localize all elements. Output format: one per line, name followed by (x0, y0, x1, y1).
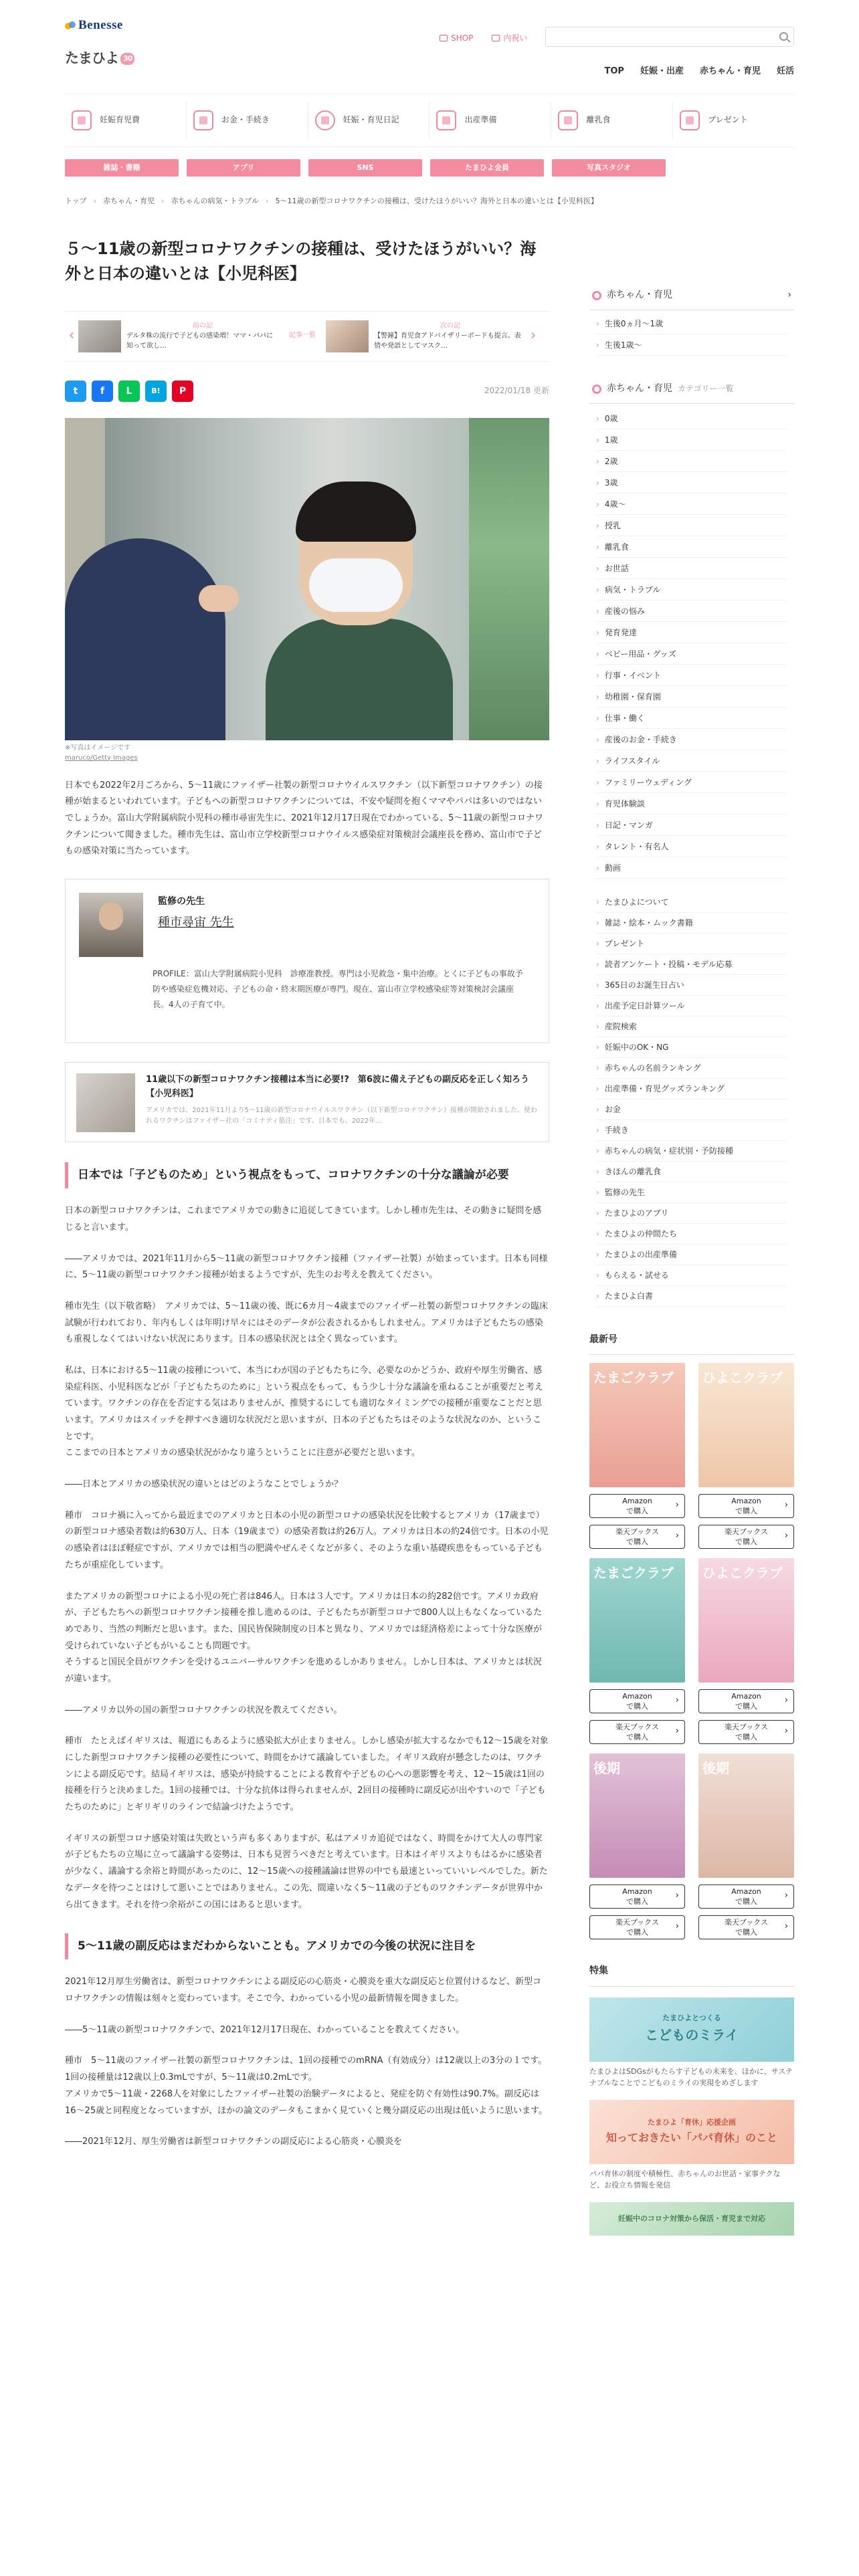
category-link[interactable]: › 4歳〜 (596, 494, 787, 515)
category-link[interactable]: › 育児体験談 (596, 793, 787, 815)
site-link[interactable]: › お金 (596, 1099, 787, 1120)
chevron-right-icon[interactable]: › (530, 327, 537, 344)
body-paragraph: 種市 たとえばイギリスは、報道にもあるように感染拡大が止まりません。しかし感染が拡大するなかでも12〜15歳を対象にした新型コロナワクチン接種の必要性について、時間をかけて議論していました。イギリス政府が懸念したのは、ワクチンによる副反応です。結局イギリスは、感染が持続することによる教育や子どもの心への悪影響を考え、12〜15歳は1回の接種を行うと決めました。1回の接種では、十分な抗体は得られませんが、2回目の接種時に副反応が出やすいので「子どもたちのために」とギリギリのラインで結論づけたようです。 (65, 1736, 549, 1813)
category-link[interactable]: › 仕事・働く (596, 708, 787, 729)
magazine-cover[interactable] (589, 1753, 685, 1878)
share-row (65, 381, 549, 402)
category-link[interactable]: › 行事・イベント (596, 665, 787, 686)
present-icon (680, 110, 700, 130)
breadcrumb-item[interactable]: 赤ちゃんの病気・トラブル (171, 197, 260, 205)
feature-banner-big: こどものミライ (645, 2027, 739, 2044)
fork-icon (558, 110, 578, 130)
site-link[interactable]: › 雑誌・絵本・ムック書籍 (596, 913, 787, 934)
flower-icon (592, 291, 601, 300)
next-label: 次の記 (440, 322, 460, 330)
magazine-title: ひよこクラブ (702, 1370, 783, 1386)
interview-question: ――アメリカ以外の国の新型コロナワクチンの状況を教えてください。 (65, 1705, 343, 1715)
site-link[interactable]: › 出産準備・育児グッズランキング (596, 1079, 787, 1099)
category-item[interactable] (430, 102, 551, 139)
category-label: 妊娠育児費 (100, 115, 140, 125)
top-nav (605, 64, 795, 78)
category-link[interactable]: › 産後の悩み (596, 601, 787, 622)
body-paragraph: 2021年12月厚生労働省は、新型コロナワクチンによる副反応の心筋炎・心膜炎を重大な副反応と位置付けるなど、新型コロナワクチンの情報は刻々と変わっています。そこで今、わかっている小児の最新情報を聞きました。 (65, 1977, 541, 2004)
rakuten-buy-button[interactable]: 楽天ブックス で購入 › (698, 1720, 794, 1744)
search-input[interactable] (546, 27, 793, 46)
category-bar (65, 94, 794, 147)
sidebar-sub-item[interactable]: › 生後0ヵ月〜1歳 (596, 313, 787, 334)
bag-icon (440, 35, 448, 41)
latest-issue-heading: 最新号 (589, 1332, 794, 1355)
article (65, 237, 549, 2236)
rakuten-buy-button[interactable]: 楽天ブックス で購入 › (698, 1525, 794, 1549)
article-title: ５〜11歳の新型コロナワクチンの接種は、受けたほうがいい？海外と日本の違いとは【小児科医】 (65, 239, 537, 284)
interview-question: ――日本とアメリカの感染状況の違いとはどのようなことでしょうか？ (65, 1479, 343, 1490)
feature-banner (589, 2202, 794, 2236)
site-logo-text: たまひよ (65, 50, 118, 66)
amazon-buy-button[interactable]: Amazon で購入 › (589, 1885, 685, 1909)
amazon-buy-button[interactable]: Amazon で購入 › (589, 1494, 685, 1518)
category-link[interactable]: › 2歳 (596, 451, 787, 472)
category-link[interactable]: › 1歳 (596, 429, 787, 451)
recommended-article[interactable] (65, 1062, 549, 1142)
baby-icon (315, 110, 335, 130)
magazine-cover[interactable] (698, 1363, 794, 1487)
supervisor-photo (79, 893, 143, 957)
nav-baby[interactable]: 赤ちゃん・育児 (699, 66, 761, 76)
category-label: 妊娠・育児日記 (343, 115, 399, 125)
feature-card[interactable] (589, 2202, 794, 2236)
sidebar-category-header (589, 374, 794, 404)
breadcrumb-separator: › (161, 197, 165, 205)
next-article-thumbnail (326, 320, 369, 352)
gift-icon (492, 35, 500, 41)
feature-banner (589, 1998, 794, 2062)
supervisor-box (65, 879, 549, 1043)
category-item[interactable] (187, 102, 308, 139)
breadcrumb-separator: › (93, 197, 97, 205)
magazine-title: 後期 (702, 1760, 729, 1777)
site-link[interactable]: › 監修の先生 (596, 1182, 787, 1203)
tamahiyo-logo[interactable] (65, 47, 134, 70)
breadcrumb (65, 195, 794, 207)
magazine-title: たまごクラブ (593, 1565, 674, 1582)
category-link[interactable]: › 動画 (596, 857, 787, 879)
sidebar-section-header[interactable] (589, 281, 794, 310)
category-item[interactable] (673, 102, 794, 139)
section-heading: 5〜11歳の副反応はまだわからないことも。アメリカでの今後の状況に注目を (65, 1933, 549, 1959)
feature-description: たまひよはSDGsがもたらす子どもの未来を、ほかに、サステナブルなことでこどものミライの実現をめざします (589, 2066, 793, 2088)
site-header (65, 0, 794, 94)
body-paragraph: またアメリカの新型コロナによる小児の死亡者は846人。日本は３人です。アメリカは日本の約282倍です。アメリカ政府が、子どもたちへの新型コロナワクチン接種を推し進めるのは、子どもたちが新型コロナで800人以上もなくなっているためであり、当然の判断だと思います。また、国民皆保険制度の日本と異なり、アメリカでは経済格差によって十分な医療が受けられていない子どもがいることも問題です。 そうすると国民全員がワクチンを受けるユニバーサルワクチンを進めるしかありません。しかし日本は、アメリカとは状況が違います。 (65, 1591, 543, 1684)
category-link[interactable]: › 授乳 (596, 515, 787, 536)
body-paragraph: 種市先生（以下敬省略） アメリカでは、5〜11歳の後、既に6カ月〜4歳までのファイザー社製の新型コロナワクチンの臨床試験が行われており、年内もしくは年明け早々にはそのデータが公表されるかもしれません。アメリカは子どもたちの感染も重視しなくてはいけない状況にあります。日本の感染状況とは全く異なっています。 (65, 1301, 549, 1345)
intro-paragraph: 日本でも2022年2月ごろから、5〜11歳にファイザー社製の新型コロナウイルスワクチン（以下新型コロナワクチン）の接種が始まるといわれています。子どもへの新型コロナワクチンについては、不安や疑問を抱くママやパパは多いのではないでしょうか。富山大学附属病院小児科の種市尋宙先生に、2021年12月17日現在でわかっている、5〜11歳の新型コロナワクチンについて聞きました。種市先生は、富山市立学校新型コロナウイルス感染症対策検討会議座長を務め、富山市で子どもの感染対策に当たっています。 (65, 780, 543, 857)
category-link[interactable]: › 発育発達 (596, 622, 787, 643)
prev-article-text: デルタ株の流行で子どもの感染増！ママ・パパに知って欲し… (126, 332, 274, 350)
magazine-cover[interactable] (589, 1558, 685, 1683)
category-link[interactable]: › お世話 (596, 558, 787, 579)
supervisor-label: 監修の先生 (158, 895, 205, 907)
nav-pregnancy[interactable]: 妊娠・出産 (640, 66, 684, 76)
sidebar-category-list (589, 404, 794, 883)
article-list-link[interactable]: 記事一覧 (289, 332, 316, 340)
magazine-item (589, 1753, 685, 1939)
site-link[interactable]: › もらえる・試せる (596, 1265, 787, 1286)
site-link[interactable]: › たまひよについて (596, 892, 787, 913)
category-link[interactable]: › 幼稚園・保育園 (596, 686, 787, 708)
rakuten-buy-button[interactable]: 楽天ブックス で購入 › (589, 1915, 685, 1939)
pill-sns[interactable]: SNS (308, 159, 422, 177)
site-link[interactable]: › 産院検索 (596, 1016, 787, 1037)
breadcrumb-item[interactable]: 赤ちゃん・育児 (103, 197, 155, 205)
site-link[interactable]: › きほんの離乳食 (596, 1162, 787, 1182)
magazine-grid (589, 1363, 794, 1939)
share-icons (65, 381, 193, 402)
breadcrumb-separator: › (266, 197, 269, 205)
magazine-title: ひよこクラブ (702, 1565, 783, 1582)
interview-question: ――2021年12月、厚生労働省は新型コロナワクチンの副反応による心筋炎・心膜炎を (65, 2137, 402, 2147)
category-label: 出産準備 (464, 115, 497, 125)
category-link[interactable]: › 3歳 (596, 472, 787, 494)
magazine-item (589, 1363, 685, 1549)
body-paragraph: イギリスの新型コロナ感染対策は失敗という声も多くありますが、私はアメリカ追従ではなく、時間をかけて大人の専門家が子どもたちの立場に立って議論する姿勢は、日本も見習うべきだと考えています。日本はイギリスよりもはるかに感染者が少なく、議論する余裕と時間があったのに、12〜15歳への接種議論は世界の中でも最速といっていいレベルでした。新たなデータを待つことはけして悪いことではありません。この先、間違いなく5〜11歳の子どものワクチンデータが世界中から出てきます。それを待つ余裕がこの国にはあると思います。 (65, 1833, 548, 1910)
feature-banner-text: 妊娠中のコロナ対策から保活・育児まで対応 (618, 2214, 765, 2223)
feature-banner-small: たまひよ「育休」応援企画 (648, 2118, 736, 2127)
category-link[interactable]: › 病気・トラブル (596, 579, 787, 601)
pill-photo-studio[interactable]: 写真スタジオ (552, 159, 666, 177)
search-icon[interactable] (779, 32, 788, 41)
prev-article-link[interactable] (78, 320, 279, 352)
feature-card[interactable] (589, 2100, 794, 2191)
magazine-title: 後期 (593, 1760, 620, 1777)
category-item[interactable] (65, 102, 187, 139)
amazon-buy-button[interactable]: Amazon で購入 › (589, 1689, 685, 1713)
image-caption (65, 743, 549, 763)
category-link[interactable]: › ライフスタイル (596, 750, 787, 772)
service-pills (65, 159, 794, 177)
supervisor-profile: PROFILE：富山大学附属病院小児科 診療准教授。専門は小児救急・集中治療。とくに子どもの事故予防や感染症危機対応、子どもの命・終末期医療が専門。現在、富山市立学校感染症等対策検討会議座長。4人の子育て中。 (153, 968, 523, 1009)
sidebar-sub-list (589, 310, 794, 358)
rakuten-buy-button[interactable]: 楽天ブックス で購入 › (589, 1525, 685, 1549)
site-link[interactable]: › たまひよの出産準備 (596, 1245, 787, 1265)
feature-heading: 特集 (589, 1963, 794, 1986)
line-icon[interactable]: L (118, 381, 140, 402)
amazon-buy-button[interactable]: Amazon で購入 › (698, 1689, 794, 1713)
pen-icon (193, 110, 213, 130)
hero-image (65, 418, 549, 740)
sidebar-category-subtitle: カテゴリー一覧 (678, 383, 734, 393)
inner-gift-link[interactable] (492, 32, 527, 45)
anniversary-badge: 30 (120, 53, 134, 65)
category-link[interactable]: › タレント・有名人 (596, 836, 787, 857)
box-icon (436, 110, 456, 130)
category-link[interactable]: › 産後のお金・手続き (596, 729, 787, 750)
magazine-item (698, 1363, 794, 1549)
flower-icon (592, 385, 601, 394)
site-link[interactable]: › プレゼント (596, 934, 787, 954)
twitter-icon[interactable]: t (65, 381, 86, 402)
magazine-item (589, 1558, 685, 1744)
prev-label: 前の記 (193, 322, 213, 330)
sidebar (589, 237, 794, 2236)
prev-article-thumbnail (78, 320, 121, 352)
magazine-item (698, 1753, 794, 1939)
updated-date: 2022/01/18 更新 (484, 385, 549, 395)
hatena-bookmark-icon[interactable]: B! (145, 381, 167, 402)
recommended-excerpt: アメリカでは、2021年11月より5〜11歳の新型コロナウイルスワクチン（以下新型コロナワクチン）接種が開始されました。使われるワクチンはファイザー社の「コミナティ筋注」です。日本でも、2022年… (146, 1106, 537, 1125)
category-item[interactable] (551, 102, 673, 139)
next-article-text: 【警鐘】育児食アドバイザリーボードも提言。表情や発語としてマスク… (374, 332, 521, 350)
inner-gift-label: 内祝い (503, 33, 528, 43)
feature-card[interactable] (589, 1998, 794, 2089)
site-link[interactable]: › 赤ちゃんの病気・症状別・予防接種 (596, 1141, 787, 1162)
magazine-cover[interactable] (698, 1558, 794, 1683)
site-link[interactable]: › 365日のお誕生日占い (596, 975, 787, 996)
site-link[interactable]: › 読者アンケート・投稿・モデル応募 (596, 954, 787, 975)
category-link[interactable]: › 離乳食 (596, 536, 787, 558)
category-label: プレゼント (708, 115, 748, 125)
facebook-icon[interactable]: f (92, 381, 113, 402)
category-label: 離乳食 (586, 115, 611, 125)
magazine-cover[interactable] (698, 1753, 794, 1878)
site-link[interactable]: › 妊娠中のOK・NG (596, 1037, 787, 1058)
site-link[interactable]: › たまひよの仲間たち (596, 1224, 787, 1245)
body-paragraph: 私は、日本における5〜11歳の接種について、本当にわが国の子どもたちに今、必要なのかどうか、政府や厚生労働省、感染症科医、小児科医などが「子どもたちのために」という視点をもって、もう少し十分な議論を重ねることが重要だと考えています。ワクチンの存在を否定する気はありませんが、推奨するにしても適切なタイミングでの接種が重要なことだと思います。アメリカはスイッチを押すべき適切な状況だと思いますが、日本の子どもたちはそのような状況なのか、ということです。 ここまでの日本とアメリカの感染状況がかなり違うということに注意が必要だと思います。 (65, 1365, 543, 1459)
feature-description: パパ育休の制度や積極性、赤ちゃんのお世話・家事テクなど、お役立ち情報を発信 (589, 2169, 781, 2190)
calendar-icon (72, 110, 92, 130)
rakuten-buy-button[interactable]: 楽天ブックス で購入 › (589, 1720, 685, 1744)
breadcrumb-item[interactable]: トップ (65, 197, 87, 205)
category-label: お金・手続き (221, 115, 270, 125)
supervisor-name[interactable]: 種市尋宙 先生 (158, 915, 234, 930)
caption-note: ※写真はイメージです (65, 744, 131, 752)
pill-magazines[interactable]: 雑誌・書籍 (65, 159, 179, 177)
breadcrumb-current: 5〜11歳の新型コロナワクチンの接種は、受けたほうがいい？海外と日本の違いとは【小児科医】 (275, 197, 598, 205)
shop-link-label: SHOP (451, 33, 474, 43)
site-link[interactable]: › 赤ちゃんの名前ランキング (596, 1058, 787, 1079)
magazine-title: たまごクラブ (593, 1370, 674, 1386)
site-link[interactable]: › たまひよ白書 (596, 1286, 787, 1307)
magazine-item (698, 1558, 794, 1744)
pill-member[interactable]: たまひよ会員 (430, 159, 544, 177)
pinterest-icon[interactable]: P (172, 381, 193, 402)
benesse-mark-icon (65, 21, 76, 29)
recommended-thumbnail (76, 1073, 135, 1132)
feature-banner-small: たまひよとつくる (662, 2013, 721, 2022)
section-heading: 日本では「子どものため」という視点をもって、コロナワクチンの十分な議論が必要 (65, 1162, 549, 1188)
sidebar-section-title: 赤ちゃん・育児 (607, 290, 672, 301)
feature-banner-big: 知っておきたい「パパ育休」のこと (605, 2131, 777, 2144)
rakuten-buy-button[interactable]: 楽天ブックス で購入 › (698, 1915, 794, 1939)
magazine-cover[interactable] (589, 1363, 685, 1487)
interview-question: ――アメリカでは、2021年11月から5〜11歳の新型コロナワクチン接種（ファイザー社製）が始まっています。日本も同様に、5〜11歳の新型コロナワクチン接種が始まるようですが、先生のお考えを教えてください。 (65, 1253, 548, 1281)
nav-top[interactable]: TOP (604, 66, 624, 76)
search-box (545, 27, 794, 47)
caption-credit[interactable]: maruco/Getty Images (65, 754, 138, 762)
feature-banner (589, 2100, 794, 2164)
next-article-link[interactable] (326, 320, 527, 352)
category-link[interactable]: › ファミリーウェディング (596, 772, 787, 793)
amazon-buy-button[interactable]: Amazon で購入 › (698, 1494, 794, 1518)
shop-links (440, 32, 527, 45)
sidebar-category-title: 赤ちゃん・育児 (607, 383, 672, 395)
category-link[interactable]: › 0歳 (596, 408, 787, 429)
body-paragraph: 日本の新型コロナワクチンは、これまでアメリカでの動きに追従してきています。しかし種市先生は、その動きに疑問を感じると言います。 (65, 1206, 542, 1232)
category-link[interactable]: › ベビー用品・グッズ (596, 643, 787, 665)
category-link[interactable]: › 日記・マンガ (596, 815, 787, 836)
recommended-title: 11歳以下の新型コロナワクチン接種は本当に必要!? 第6波に備え子どもの副反応を正しく知ろう【小児科医】 (146, 1074, 529, 1099)
interview-question: ――5〜11歳の新型コロナワクチンで、2021年12月17日現在、わかっていることを教えてください。 (65, 2024, 465, 2035)
chevron-right-icon: › (787, 290, 791, 301)
sidebar-sub-item[interactable]: › 生後1歳〜 (596, 334, 787, 356)
chevron-left-icon[interactable]: ‹ (68, 327, 75, 344)
shop-link[interactable] (440, 32, 473, 45)
benesse-logo[interactable] (65, 15, 123, 35)
body-paragraph: 種市 5〜11歳のファイザー社製の新型コロナワクチンは、1回の接種でのmRNA（有効成分）は12歳以上の3分の１です。1回の接種量は12歳以上0.3mLですが、5〜11歳は0.2mLです。 アメリカで5〜11歳・2268人を対象にしたファイザー社製の治験データによると、発症を防ぐ有効性は90.7%。副反応は16〜25歳と同程度となっていますが、ほかの論文のデータもこまかく見ていくと幾分副反応の出現は低いように思います。 (65, 2056, 548, 2116)
category-item[interactable] (308, 102, 430, 139)
related-article-nav (65, 311, 549, 362)
amazon-buy-button[interactable]: Amazon で購入 › (698, 1885, 794, 1909)
benesse-wordmark: Benesse (78, 18, 123, 32)
sidebar-site-links (589, 883, 794, 1316)
site-link[interactable]: › 出産予定日計算ツール (596, 996, 787, 1016)
body-paragraph: 種市 コロナ禍に入ってから最近までのアメリカと日本の小児の新型コロナの感染状況を比較するとアメリカ（17歳まで）の新型コロナ感染者数は約630万人、日本（19歳まで）の感染者数は約26万人。アメリカは日本の約24倍です。日本の小児の感染者はほぼ軽症ですが、アメリカでは相当の肥満やぜんそくなどが多く、そのような重い基礎疾患をもっている子どもたちが重症化しています。 (65, 1510, 549, 1570)
nav-ninkatsu[interactable]: 妊活 (776, 66, 794, 76)
site-link[interactable]: › たまひよのアプリ (596, 1203, 787, 1224)
site-link[interactable]: › 手続き (596, 1120, 787, 1141)
pill-app[interactable]: アプリ (187, 159, 300, 177)
